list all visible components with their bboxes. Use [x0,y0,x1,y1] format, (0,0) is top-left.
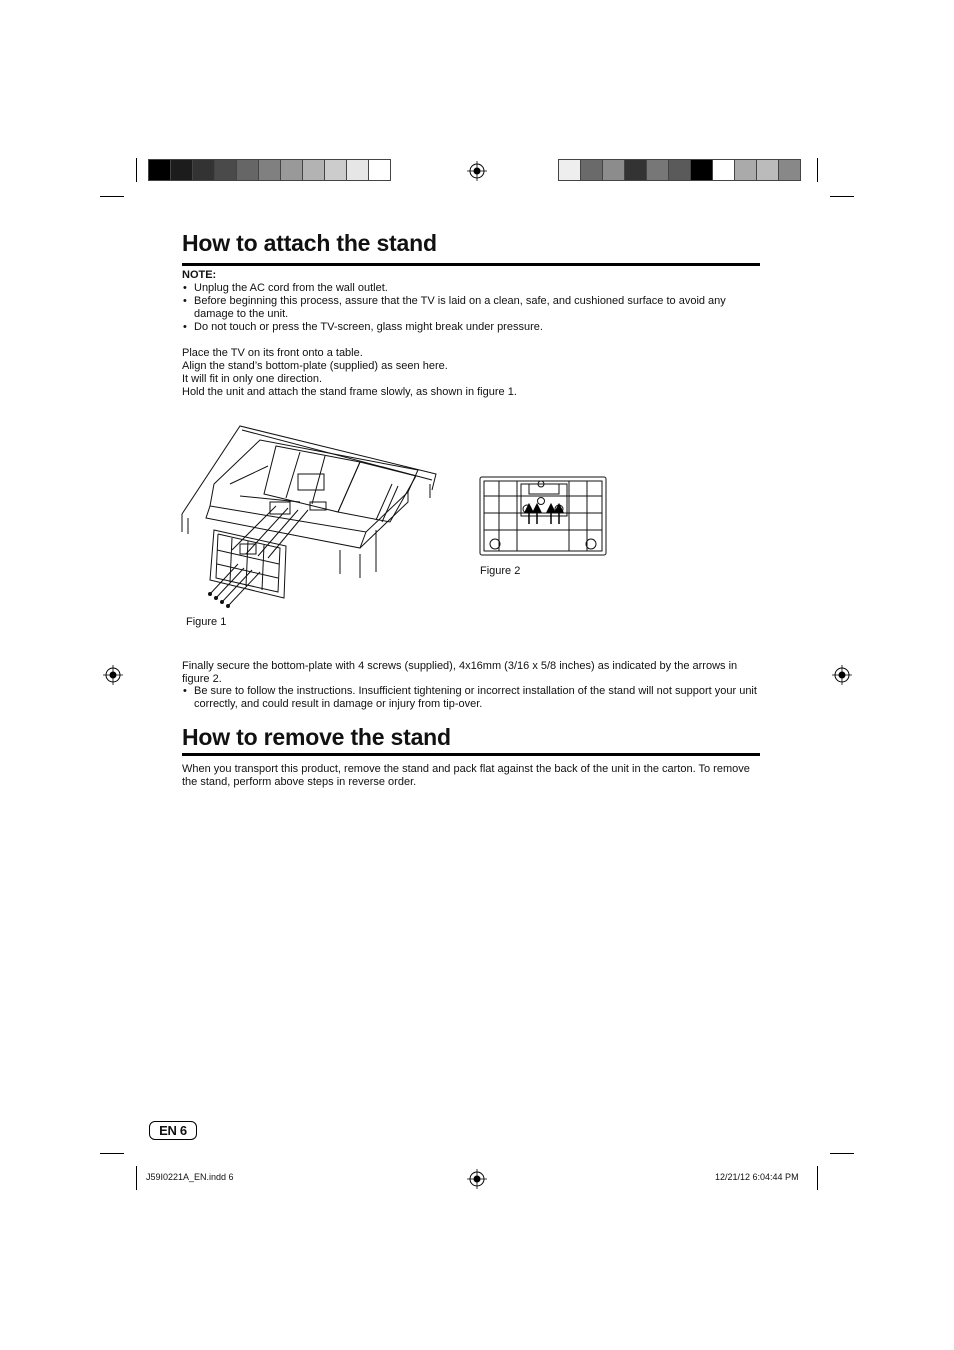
color-swatch [302,159,324,181]
color-swatch [712,159,734,181]
color-swatch [170,159,192,181]
crop-mark [830,1153,854,1154]
section-title-remove: How to remove the stand [182,724,451,750]
registration-mark-right-icon [832,665,852,685]
color-swatch [602,159,624,181]
color-swatch [214,159,236,181]
registration-mark-left-icon [103,665,123,685]
section-title-attach: How to attach the stand [182,230,437,256]
figure-1-caption: Figure 1 [186,616,227,628]
remove-instruction: When you transport this product, remove the stand and pack flat against the back of the unit in the carton. To remove the stand, perform above steps in reverse order. [182,763,750,788]
title-rule [182,263,760,266]
registration-mark-bottom-icon [467,1169,487,1189]
color-swatch [346,159,368,181]
color-swatch [280,159,302,181]
crop-mark [100,196,124,197]
crop-mark [817,1166,818,1190]
color-swatch [236,159,258,181]
title-rule [182,753,760,756]
color-bar-left [148,159,391,181]
footer-timestamp: 12/21/12 6:04:44 PM [715,1172,799,1182]
color-swatch [324,159,346,181]
crop-mark [100,1153,124,1154]
color-bar-right [558,159,801,181]
note-item: • Do not touch or press the TV-screen, glass might break under pressure. [182,321,762,334]
footer-filename: J59I0221A_EN.indd 6 [146,1172,234,1182]
crop-mark [136,158,137,182]
step-text: Align the stand’s bottom-plate (supplied) as seen here. [182,360,448,372]
crop-mark [817,158,818,182]
color-swatch [646,159,668,181]
note-item: • Unplug the AC cord from the wall outlet. [182,282,762,295]
color-swatch [734,159,756,181]
note-label: NOTE: [182,269,217,281]
color-swatch [558,159,580,181]
color-swatch [624,159,646,181]
crop-mark [830,196,854,197]
color-swatch [368,159,391,181]
final-instruction: Finally secure the bottom-plate with 4 screws (supplied), 4x16mm (3/16 x 5/8 inches) as indicated by the arrows in figure 2. [182,660,738,685]
warning-item: • Be sure to follow the instructions. Insufficient tightening or incorrect installation of the stand will not support your unit correctly, and could result in damage or injury from tip-over. [182,685,762,711]
color-swatch [192,159,214,181]
crop-mark [136,1166,137,1190]
color-swatch [258,159,280,181]
note-item: • Before beginning this process, assure that the TV is laid on a clean, safe, and cushioned surface to avoid any damage to the unit. [182,295,762,321]
color-swatch [148,159,170,181]
figure-2-caption: Figure 2 [480,565,521,577]
color-swatch [756,159,778,181]
step-text: It will fit in only one direction. [182,373,323,385]
page-number-badge: EN 6 [149,1121,197,1140]
figure-2-illustration [479,476,607,556]
step-text: Hold the unit and attach the stand frame slowly, as shown in figure 1. [182,386,517,398]
color-swatch [778,159,801,181]
registration-mark-top-icon [467,161,487,181]
step-text: Place the TV on its front onto a table. [182,347,363,359]
figure-1-illustration [180,422,444,608]
color-swatch [580,159,602,181]
color-swatch [668,159,690,181]
color-swatch [690,159,712,181]
